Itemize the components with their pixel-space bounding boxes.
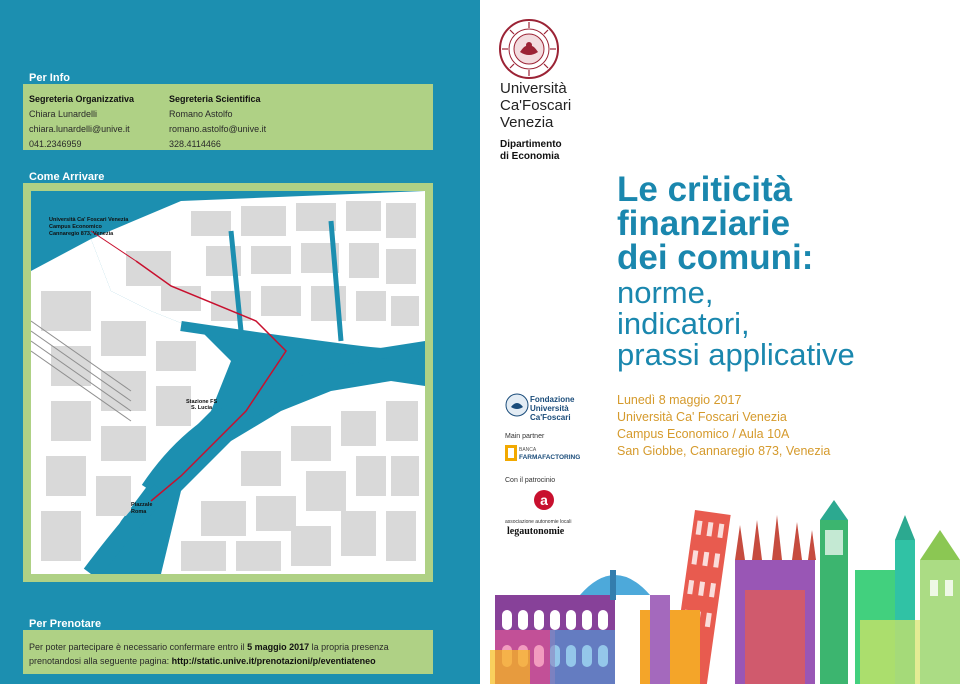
fondazione-name <box>530 395 574 422</box>
book-text-2: la propria presenza <box>309 642 389 652</box>
university-line-2: Ca'Foscari <box>500 97 572 114</box>
lega-name: legautonomie <box>507 526 565 537</box>
title-bold-1: Le criticità <box>617 170 793 209</box>
sci-name: Romano Astolfo <box>169 109 233 119</box>
banca-line-1: BANCA <box>519 447 537 453</box>
lega-subtitle: associazione autonomie locali <box>505 519 572 525</box>
book-text <box>29 640 429 668</box>
sci-email[interactable]: romano.astolfo@unive.it <box>169 124 267 134</box>
fondazione-line-2: Università <box>530 404 569 413</box>
sci-secretariat <box>169 92 266 152</box>
left-panel <box>0 0 480 684</box>
title-light-1: norme, <box>617 275 714 310</box>
label-campus-2: Campus Economico <box>49 224 102 230</box>
main-partner-label: Main partner <box>505 433 545 440</box>
book-deadline: 5 maggio 2017 <box>247 642 310 652</box>
event-address: San Giobbe, Cannaregio 873, Venezia <box>617 444 831 458</box>
university-seal <box>498 18 560 85</box>
label-campus-1: Università Ca' Foscari Venezia <box>49 217 129 223</box>
department <box>500 139 562 163</box>
banca-line-2: FARMAFACTORING <box>519 454 581 461</box>
label-station-1: Stazione FS <box>186 399 218 405</box>
venice-map <box>31 191 425 574</box>
org-email[interactable]: chiara.lunardelli@unive.it <box>29 124 130 134</box>
banca-logo-icon <box>505 445 517 461</box>
event-date: Lunedì 8 maggio 2017 <box>617 393 742 407</box>
book-url-link[interactable]: http://static.unive.it/prenotazioni/p/eventiateneo <box>171 656 376 666</box>
arrive-heading: Come Arrivare <box>29 171 105 183</box>
book-text-1: Per poter partecipare è necessario confermare entro il <box>29 642 248 652</box>
dept-line-2: di Economia <box>500 151 560 162</box>
dept-line-1: Dipartimento <box>500 139 562 150</box>
university-line-3: Venezia <box>500 114 554 131</box>
label-piazzale-2: Roma <box>131 509 147 515</box>
org-secretariat <box>29 92 134 152</box>
fondazione-logo-icon <box>505 393 529 417</box>
book-text-3: prenotandosi alla seguente pagina: <box>29 656 172 666</box>
title-light-3: prassi applicative <box>617 337 855 372</box>
svg-text:a: a <box>540 492 548 508</box>
event-info <box>617 392 830 460</box>
org-name: Chiara Lunardelli <box>29 109 98 119</box>
title-light-2: indicatori, <box>617 306 750 341</box>
label-piazzale-1: Piazzale <box>131 502 153 508</box>
sci-title: Segreteria Scientifica <box>169 94 261 104</box>
book-box <box>23 630 433 674</box>
skyline-illustration <box>490 500 965 684</box>
info-box <box>23 84 433 150</box>
fondazione-line-1: Fondazione <box>530 395 575 404</box>
sci-phone: 328.4114466 <box>169 139 221 149</box>
event-venue: Università Ca' Foscari Venezia <box>617 410 787 424</box>
book-heading: Per Prenotare <box>29 618 102 630</box>
event-room: Campus Economico / Aula 10A <box>617 427 790 441</box>
title-bold-3: dei comuni: <box>617 238 814 277</box>
org-phone: 041.2346959 <box>29 139 82 149</box>
title-bold <box>617 170 947 277</box>
org-title: Segreteria Organizzativa <box>29 94 135 104</box>
info-heading: Per Info <box>29 72 70 84</box>
university-name <box>500 80 571 131</box>
map-box <box>23 183 433 582</box>
label-station-2: S. Lucia <box>191 405 213 411</box>
university-line-1: Università <box>500 80 567 97</box>
title-bold-2: finanziarie <box>617 204 791 243</box>
fondazione-line-3: Ca'Foscari <box>530 413 571 422</box>
patrocinio-label: Con il patrocinio <box>505 477 556 484</box>
label-campus-3: Cannaregio 873, Venezia <box>49 231 114 237</box>
title-light <box>617 277 947 370</box>
